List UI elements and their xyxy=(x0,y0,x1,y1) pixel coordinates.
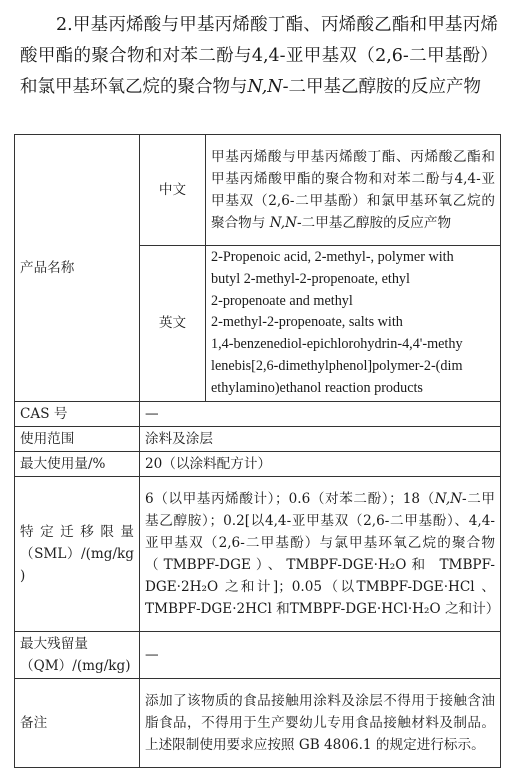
product-name-label: 产品名称 xyxy=(15,135,140,402)
table-row xyxy=(15,426,501,451)
scope-label: 使用范围 xyxy=(15,426,140,451)
cas-label: CAS 号 xyxy=(15,401,140,426)
english-name-line: 2-propenoate and methyl xyxy=(211,292,353,309)
chinese-name-text: 甲基丙烯酸与甲基丙烯酸丁酯、丙烯酸乙酯和甲基丙烯酸甲酯的聚合物和对苯二酚与4,4-亚甲基双（2,6-二甲基酚）和氯甲基环氧乙烷的聚合物与 xyxy=(211,149,495,231)
heading-text-end: 二甲基乙醇胺的反应产物 xyxy=(288,77,481,97)
english-name-line: 2-Propenoic acid, 2-methyl-, polymer with xyxy=(211,249,454,265)
table-row xyxy=(15,451,501,476)
qm-value: — xyxy=(140,631,501,678)
heading-italic-text: N,N- xyxy=(247,77,289,97)
table-row xyxy=(15,401,501,426)
chinese-name-italic: N,N- xyxy=(269,215,302,231)
chinese-label: 中文 xyxy=(140,135,206,246)
english-name-line: 1,4-benzenediol-epichlorohydrin-4,4'-methy xyxy=(211,336,463,353)
qm-label: 最大残留量（QM）/(mg/kg) xyxy=(15,631,140,678)
note-label: 备注 xyxy=(15,678,140,767)
sml-text-end: 二甲基乙醇胺）；0.2[以4,4-亚甲基双（2,6-二甲基酚）、4,4-亚甲基双（2,6-二甲基酚）与氯甲基环氧乙烷的聚合物（TMBPF-DGE）、TMBPF-DGE·H₂O和 TMBPF-DGE·2H₂O 之和计]；0.05（以TMBPF-DGE·HCl 、 TMBPF-DGE·2HCl 和TMBPF-DGE·HCl·H₂O 之和计） xyxy=(145,490,500,617)
sml-value xyxy=(140,476,501,631)
table-row xyxy=(15,631,501,678)
chinese-name-text-end: 二甲基乙醇胺的反应产物 xyxy=(301,215,452,231)
english-name-line: 2-methyl-2-propenoate, salts with xyxy=(211,314,403,331)
sml-label: 特定迁移限量（SML）/(mg/kg) xyxy=(15,476,140,631)
heading-text: 2.甲基丙烯酸与甲基丙烯酸丁酯、丙烯酸乙酯和甲基丙烯酸甲酯的聚合物和对苯二酚与4,4-亚甲基双（2,6-二甲基酚）和氯甲基环氧乙烷的聚合物与 xyxy=(20,15,498,97)
english-label: 英文 xyxy=(140,246,206,402)
sml-italic-text: N,N- xyxy=(434,490,467,507)
note-value: 添加了该物质的食品接触用涂料及涂层不得用于接触含油脂食品，不得用于生产婴幼儿专用食品接触材料及制品。上述限制使用要求应按照 GB 4806.1 的规定进行标示。 xyxy=(140,678,501,767)
sml-text: 6（以甲基丙烯酸计）；0.6（对苯二酚）；18（ xyxy=(145,490,435,507)
substance-info-table xyxy=(14,134,501,768)
max-use-label: 最大使用量/% xyxy=(15,451,140,476)
chinese-name-value xyxy=(206,135,501,246)
max-use-value: 20（以涂料配方计） xyxy=(140,451,501,476)
section-heading xyxy=(20,10,498,103)
scope-value: 涂料及涂层 xyxy=(140,426,501,451)
english-name-line: ethylamino)ethanol reaction products xyxy=(211,379,423,396)
english-name-value xyxy=(206,246,501,402)
table-row xyxy=(15,135,501,246)
english-name-line: lenebis[2,6-dimethylphenol]polymer-2-(dim xyxy=(211,357,463,374)
cas-value: — xyxy=(140,401,501,426)
table-row xyxy=(15,678,501,767)
table-row xyxy=(15,476,501,631)
english-name-line: butyl 2-methyl-2-propenoate, ethyl xyxy=(211,270,410,287)
